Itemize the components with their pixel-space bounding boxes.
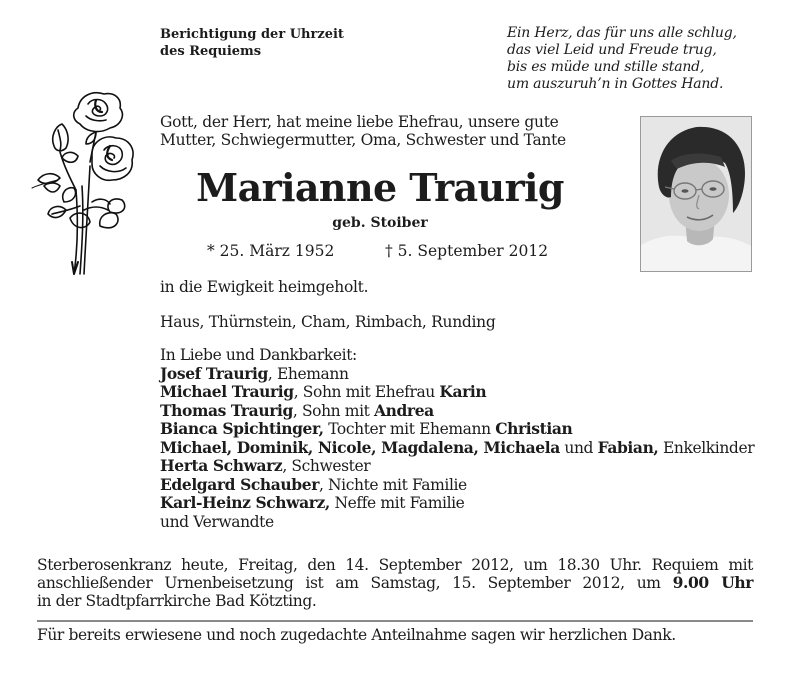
mourners-closing: und Verwandte bbox=[160, 512, 274, 531]
mourner-name: Bianca Spichtinger, bbox=[160, 419, 324, 438]
rose-drawing-icon bbox=[30, 86, 145, 276]
mourner-partner-name: Karin bbox=[439, 382, 487, 401]
thanks-text: Für bereits erwiesene und noch zugedachte Anteilnahme sagen wir herzlichen Dank. bbox=[37, 626, 676, 644]
intro-text bbox=[160, 113, 566, 149]
mourner-entry bbox=[160, 457, 754, 476]
mourner-name: Michael, Dominik, Nicole, Magdalena, Michaela bbox=[160, 437, 560, 457]
mourner-entry bbox=[160, 365, 754, 384]
mourner-relation: , Sohn mit bbox=[292, 401, 374, 420]
correction-line: des Requiems bbox=[160, 44, 262, 59]
poem-line: bis es müde und stille stand, bbox=[507, 59, 705, 75]
mourner-relation: Tochter mit Ehemann bbox=[323, 420, 496, 438]
mourners-heading: In Liebe und Dankbarkeit: bbox=[160, 346, 357, 364]
requiem-time: 9.00 Uhr bbox=[672, 573, 753, 592]
service-text: anschließender Urnenbeisetzung ist am Samstag, 15. September 2012, um bbox=[37, 574, 673, 592]
mourner-relation: Neffe mit Familie bbox=[329, 494, 465, 512]
mourner-name: Herta Schwarz bbox=[160, 456, 283, 475]
mourner-name: Edelgard Schauber bbox=[160, 474, 319, 494]
birth-date: * 25. März 1952 bbox=[207, 242, 335, 260]
service-info bbox=[37, 556, 753, 610]
mourner-entry bbox=[160, 476, 754, 495]
deceased-name: Marianne Traurig bbox=[196, 165, 564, 210]
intro-line: Gott, der Herr, hat meine liebe Ehefrau, unsere gute bbox=[160, 113, 559, 131]
mourner-name: Michael Traurig bbox=[160, 382, 294, 401]
poem-line: das viel Leid und Freude trug, bbox=[507, 42, 717, 58]
correction-line: Berichtigung der Uhrzeit bbox=[160, 27, 344, 42]
poem-line: Ein Herz, das für uns alle schlug, bbox=[507, 25, 737, 41]
poem bbox=[507, 25, 737, 93]
mourner-entry bbox=[160, 402, 754, 421]
mourner-relation: , Ehemann bbox=[267, 364, 349, 383]
mourner-partner-name: Christian bbox=[495, 419, 573, 438]
service-line: Sterberosenkranz heute, Freitag, den 14. September 2012, um 18.30 Uhr. Requiem mit bbox=[37, 556, 753, 574]
poem-line: um auszuruh’n in Gottes Hand. bbox=[507, 76, 724, 92]
places-text: Haus, Thürnstein, Cham, Rimbach, Runding bbox=[160, 313, 496, 331]
death-date: † 5. September 2012 bbox=[385, 242, 549, 260]
mourners-list bbox=[160, 346, 754, 531]
heimgeholt-text: in die Ewigkeit heimgeholt. bbox=[160, 278, 369, 296]
divider bbox=[37, 620, 753, 622]
mourner-name: Thomas Traurig bbox=[160, 400, 293, 420]
portrait-photo bbox=[640, 116, 752, 272]
intro-line: Mutter, Schwiegermutter, Oma, Schwester und Tante bbox=[160, 131, 566, 149]
mourner-entry bbox=[160, 420, 754, 439]
mourner-entry bbox=[160, 383, 754, 402]
mourner-relation: , Schwester bbox=[282, 457, 371, 475]
mourner-entry bbox=[160, 494, 754, 513]
mourner-name: Josef Traurig bbox=[160, 363, 268, 383]
mourner-relation: und bbox=[559, 438, 598, 457]
mourner-name: Karl-Heinz Schwarz, bbox=[160, 493, 330, 512]
mourner-partner-name: Andrea bbox=[374, 400, 434, 420]
maiden-name: geb. Stoiber bbox=[332, 215, 428, 231]
mourner-relation: , Nichte mit Familie bbox=[318, 475, 467, 494]
service-line bbox=[37, 574, 753, 592]
service-line: in der Stadtpfarrkirche Bad Kötzting. bbox=[37, 592, 317, 610]
mourner-relation: Enkelkinder bbox=[658, 438, 755, 457]
mourner-name: Fabian, bbox=[597, 437, 659, 457]
mourner-entry bbox=[160, 439, 754, 458]
mourner-relation: , Sohn mit Ehefrau bbox=[293, 383, 440, 401]
correction-notice bbox=[160, 26, 344, 60]
